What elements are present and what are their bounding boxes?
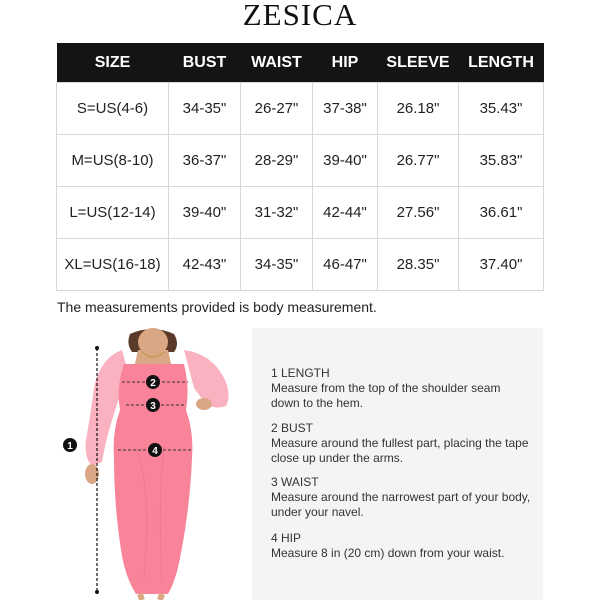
instruction-title: 3 WAIST [271,475,319,489]
marker-4 [148,443,162,457]
header-hip: HIP [313,43,378,83]
brand-logo: ZESICA [242,0,358,32]
size-chart-table [56,43,544,291]
header-waist: WAIST [241,43,313,83]
header-size: SIZE [57,43,169,83]
header-bust: BUST [169,43,241,83]
marker-1 [63,438,77,452]
marker-3 [146,398,160,412]
cell-bust: 39-40" [169,187,241,239]
cell-waist: 26-27" [241,83,313,135]
instruction-title: 4 HIP [271,531,302,545]
cell-length: 36.61" [459,187,544,239]
instruction-desc: Measure around the narrowest part of your body, under your navel. [271,490,531,519]
instruction-hip [271,531,531,561]
instruction-title: 1 LENGTH [271,366,330,380]
svg-text:4: 4 [152,446,158,457]
cell-size: M=US(8-10) [57,135,169,187]
cell-hip: 42-44" [313,187,378,239]
cell-waist: 31-32" [241,187,313,239]
cell-size: S=US(4-6) [57,83,169,135]
table-row [57,239,544,291]
table-header-row [57,43,544,83]
cell-sleeve: 26.77" [378,135,459,187]
cell-length: 35.43" [459,83,544,135]
instruction-waist [271,475,531,520]
cell-waist: 34-35" [241,239,313,291]
cell-waist: 28-29" [241,135,313,187]
marker-2 [146,375,160,389]
instruction-bust [271,421,531,466]
table-row [57,135,544,187]
cell-hip: 37-38" [313,83,378,135]
instruction-desc: Measure 8 in (20 cm) down from your waist. [271,546,505,560]
cell-length: 35.83" [459,135,544,187]
cell-bust: 42-43" [169,239,241,291]
cell-bust: 34-35" [169,83,241,135]
cell-size: XL=US(16-18) [57,239,169,291]
instruction-desc: Measure around the fullest part, placing the tape close up under the arms. [271,436,529,465]
instruction-length [271,366,531,411]
instructions-panel [252,328,543,600]
measurement-note: The measurements provided is body measurement. [57,299,377,315]
cell-bust: 36-37" [169,135,241,187]
svg-text:1: 1 [67,441,73,452]
cell-sleeve: 27.56" [378,187,459,239]
instruction-title: 2 BUST [271,421,314,435]
header-sleeve: SLEEVE [378,43,459,83]
instruction-desc: Measure from the top of the shoulder seam down to the hem. [271,381,501,410]
cell-sleeve: 28.35" [378,239,459,291]
cell-sleeve: 26.18" [378,83,459,135]
cell-hip: 46-47" [313,239,378,291]
table-row [57,83,544,135]
header-length: LENGTH [459,43,544,83]
cell-hip: 39-40" [313,135,378,187]
model-figure [56,328,251,600]
svg-text:3: 3 [150,401,156,412]
cell-size: L=US(12-14) [57,187,169,239]
cell-length: 37.40" [459,239,544,291]
svg-text:2: 2 [150,378,156,389]
table-row [57,187,544,239]
